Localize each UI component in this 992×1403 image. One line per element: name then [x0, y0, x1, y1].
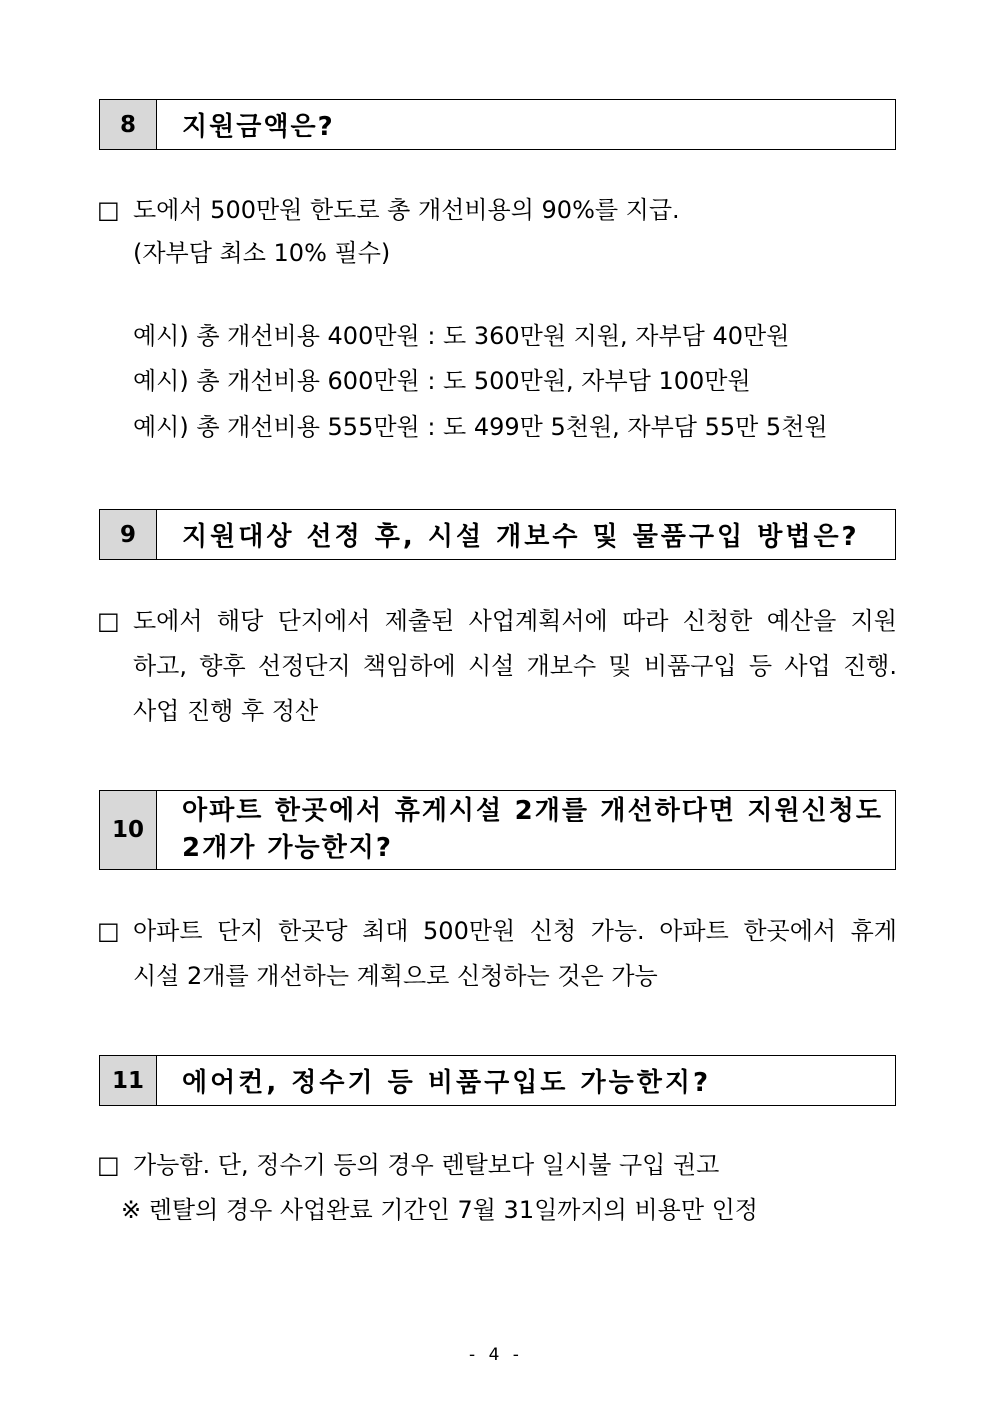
answer-line: 하고, 향후 선정단지 책임하에 시설 개보수 및 비품구입 등 사업 진행. [133, 652, 897, 680]
note-line: ※ 렌탈의 경우 사업완료 기간인 7월 31일까지의 비용만 인정 [121, 1196, 758, 1224]
question-title-line: 2개가 가능한지? [182, 833, 393, 863]
bullet-box: □ [97, 1151, 120, 1179]
answer-line: 시설 2개를 개선하는 계획으로 신청하는 것은 가능 [133, 962, 658, 990]
answer-line: 도에서 500만원 한도로 총 개선비용의 90%를 지급. [133, 196, 680, 224]
bullet-box: □ [97, 607, 120, 635]
question-title-line: 아파트 한곳에서 휴게시설 2개를 개선하다면 지원신청도 [182, 796, 883, 826]
question-title [157, 791, 895, 869]
question-number: 8 [100, 100, 157, 149]
answer-line: (자부담 최소 10% 필수) [133, 239, 391, 267]
example-line: 예시) 총 개선비용 400만원 : 도 360만원 지원, 자부담 40만원 [133, 322, 790, 350]
question-number: 10 [100, 791, 157, 869]
page-number: - 4 - [469, 1345, 523, 1365]
question-box-10 [99, 790, 896, 870]
answer-line: 아파트 단지 한곳당 최대 500만원 신청 가능. 아파트 한곳에서 휴게 [133, 917, 897, 945]
question-box-11 [99, 1055, 896, 1106]
example-line: 예시) 총 개선비용 600만원 : 도 500만원, 자부담 100만원 [133, 367, 751, 395]
answer-line: 사업 진행 후 정산 [133, 697, 319, 725]
bullet-box: □ [97, 917, 120, 945]
example-line: 예시) 총 개선비용 555만원 : 도 499만 5천원, 자부담 55만 5천원 [133, 413, 828, 441]
question-box-8 [99, 99, 896, 150]
bullet-box: □ [97, 196, 120, 224]
answer-line: 가능함. 단, 정수기 등의 경우 렌탈보다 일시불 구입 권고 [133, 1151, 720, 1179]
question-number: 9 [100, 510, 157, 559]
question-box-9 [99, 509, 896, 560]
question-title: 지원금액은? [182, 112, 335, 142]
question-title: 에어컨, 정수기 등 비품구입도 가능한지? [182, 1068, 712, 1098]
answer-line: 도에서 해당 단지에서 제출된 사업계획서에 따라 신청한 예산을 지원 [133, 607, 897, 635]
question-number: 11 [100, 1056, 157, 1105]
question-title: 지원대상 선정 후, 시설 개보수 및 물품구입 방법은? [182, 522, 860, 552]
